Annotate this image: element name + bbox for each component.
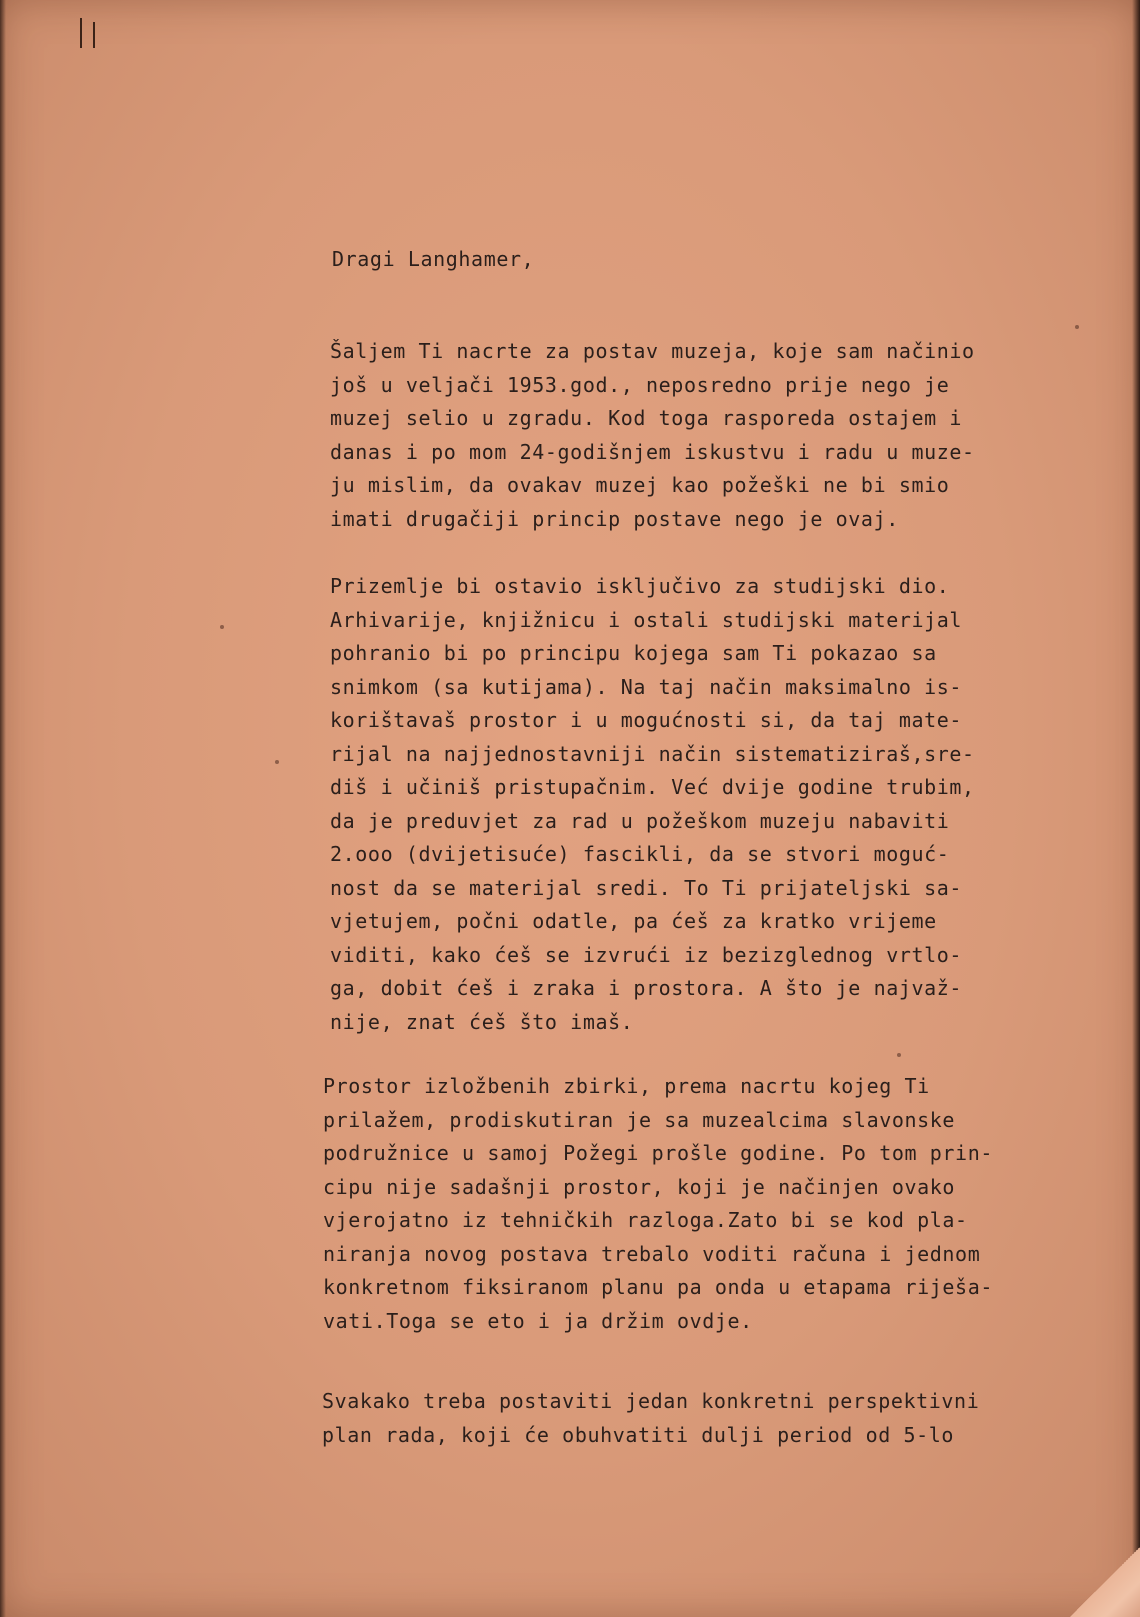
paper-speck xyxy=(897,1053,901,1057)
text-line: snimkom (sa kutijama). Na taj način maksimalno is- xyxy=(330,674,963,699)
text-line: niranja novog postava trebalo voditi računa i jednom xyxy=(323,1241,981,1266)
paper-speck xyxy=(220,625,224,629)
text-line: muzej selio u zgradu. Kod toga rasporeda ostajem i xyxy=(330,406,963,430)
text-line: vati.Toga se eto i ja držim ovdje. xyxy=(323,1308,753,1333)
text-line: nost da se materijal sredi. To Ti prijateljski sa- xyxy=(330,875,963,900)
text-line: cipu nije sadašnji prostor, koji je načinjen ovako xyxy=(323,1174,956,1199)
text-line: diš i učiniš pristupačnim. Već dvije godine trubim, xyxy=(330,775,975,799)
text-line: Šaljem Ti nacrte za postav muzeja, koje sam načinio xyxy=(330,339,975,363)
text-line: korištavaš prostor i u mogućnosti si, da taj mate- xyxy=(330,708,963,732)
text-line: Svakako treba postaviti jedan konkretni perspektivni xyxy=(322,1389,980,1413)
text-line: ju mislim, da ovakav muzej kao požeški ne bi smio xyxy=(330,473,950,497)
text-line: ga, dobit ćeš i zraka i prostora. A što je najvaž- xyxy=(330,976,963,1000)
text-line: viditi, kako ćeš se izvrući iz bezizglednog vrtlo- xyxy=(330,942,963,967)
text-line: Prizemlje bi ostavio isključivo za studijski dio. xyxy=(330,574,950,598)
text-line: nije, znat ćeš što imaš. xyxy=(330,1009,634,1034)
paragraph xyxy=(322,1385,979,1452)
text-line: pohranio bi po principu kojega sam Ti pokazao sa xyxy=(330,641,937,665)
text-line: još u veljači 1953.god., neposredno prije nego je xyxy=(330,372,950,397)
pencil-mark xyxy=(80,18,82,48)
text-line: podružnice u samoj Požegi prošle godine. Po tom prin- xyxy=(323,1141,993,1165)
text-line: da je preduvjet za rad u požeškom muzeju nabaviti xyxy=(330,808,950,833)
text-line: rijal na najjednostavniji način sistematiziraš,sre- xyxy=(330,741,975,766)
text-line: vjerojatno iz tehničkih razloga.Zato bi se kod pla- xyxy=(323,1208,968,1232)
paragraph xyxy=(323,1070,993,1338)
page-corner-curl xyxy=(1070,1547,1140,1617)
text-line: Prostor izložbenih zbirki, prema nacrtu kojeg Ti xyxy=(323,1074,930,1098)
text-line: plan rada, koji će obuhvatiti dulji period od 5-lo xyxy=(322,1422,955,1447)
paper-speck xyxy=(275,760,279,764)
pencil-mark xyxy=(93,22,95,48)
paper-speck xyxy=(1075,325,1079,329)
salutation: Dragi Langhamer, xyxy=(332,247,535,271)
page-edge-left xyxy=(0,0,6,1617)
text-line: 2.ooo (dvijetisuće) fascikli, da se stvori moguć- xyxy=(330,842,950,866)
paragraph xyxy=(330,570,975,1039)
text-line: vjetujem, počni odatle, pa ćeš za kratko vrijeme xyxy=(330,909,937,933)
text-line: danas i po mom 24-godišnjem iskustvu i radu u muze- xyxy=(330,439,975,464)
text-line: konkretnom fiksiranom planu pa onda u etapama riješa- xyxy=(323,1275,993,1299)
text-line: prilažem, prodiskutiran je sa muzealcima slavonske xyxy=(323,1107,956,1132)
text-line: imati drugačiji princip postave nego je ovaj. xyxy=(330,506,899,531)
page-edge-right xyxy=(1132,0,1140,1617)
paragraph xyxy=(330,335,975,536)
text-line: Arhivarije, knjižnicu i ostali studijski materijal xyxy=(330,607,963,632)
